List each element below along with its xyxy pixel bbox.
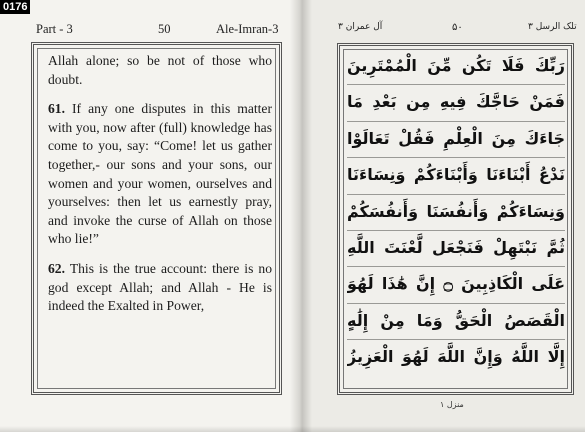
- verse-number: 62.: [48, 260, 65, 276]
- translation-paragraph: [48, 52, 272, 89]
- right-header-surah: آل عمران ۳: [338, 22, 383, 32]
- left-header-page-number: 50: [158, 22, 171, 36]
- arabic-line: جَاءَكَ مِنَ الْعِلْمِ فَقُلْ تَعَالَوْا: [347, 122, 565, 158]
- translation-paragraph: [48, 260, 272, 316]
- arabic-line: ثُمَّ نَبْتَهِلْ فَنَجْعَل لَّعْنَتَ اللَّهِ: [347, 231, 565, 267]
- bottom-shadow: [0, 426, 585, 432]
- arabic-line: عَلَى الْكَاذِبِينَ ۝ إِنَّ هَٰذَا لَهُوَ: [347, 267, 565, 303]
- arabic-line: فَمَنْ حَاجَّكَ فِيهِ مِن بَعْدِ مَا: [347, 85, 565, 121]
- left-header-surah: Ale-Imran-3: [216, 22, 279, 36]
- arabic-text-block: [347, 49, 565, 377]
- arabic-line: نَدْعُ أَبْنَاءَنَا وَأَبْنَاءَكُمْ وَنِسَاءَنَا: [347, 158, 565, 194]
- book-gutter: [290, 0, 312, 432]
- arabic-line: رَبِّكَ فَلَا تَكُن مِّنَ الْمُمْتَرِينَ: [347, 49, 565, 85]
- paragraph-text: If any one disputes in this matter with you, now after (full) knowledge has come to you, say: “Come! let us gather together,- our sons and your sons, our women and your women, ourselves and yourselves: then let us earnestly pray, and invoke the curse of Allah on those who lie!”: [48, 101, 272, 247]
- arabic-line: إِلَّا اللَّهُ وَإِنَّ اللَّهَ لَهُوَ الْعَزِيزُ: [347, 347, 565, 367]
- english-translation: [48, 52, 272, 327]
- right-header-page-number: ۵۰: [452, 22, 463, 33]
- paragraph-text: Allah alone; so be not of those who doubt.: [48, 53, 272, 87]
- right-header-juz: تلک الرسل ۳: [528, 22, 577, 32]
- arabic-line: الْقَصَصُ الْحَقُّ وَمَا مِنْ إِلَٰهٍ: [347, 304, 565, 340]
- verse-number: 61.: [48, 101, 65, 117]
- paragraph-text: This is the true account: there is no god except Allah; and Allah - He is indeed the Exalted in Power,: [48, 260, 273, 314]
- left-header-part: Part - 3: [36, 22, 73, 36]
- image-id-label: 0176: [0, 0, 30, 14]
- translation-paragraph: [48, 100, 272, 249]
- arabic-line: وَنِسَاءَكُمْ وَأَنفُسَنَا وَأَنفُسَكُمْ: [347, 195, 565, 231]
- right-footer-manzil: منزل ۱: [440, 400, 464, 409]
